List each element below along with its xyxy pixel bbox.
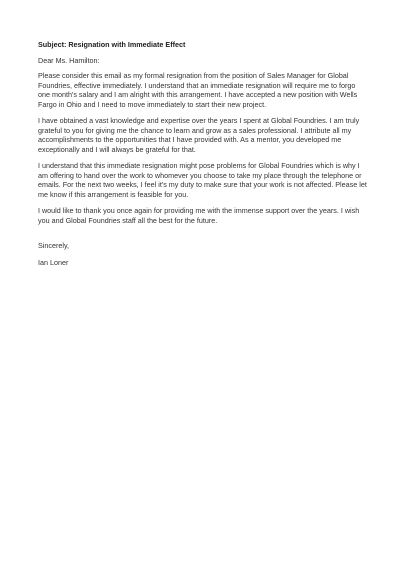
letter-salutation: Dear Ms. Hamilton: <box>38 55 100 65</box>
letter-paragraph-2: I have obtained a vast knowledge and expertise over the years I spent at Global Foundries. I am truly grateful to you for giving me the chance to learn and grow as a sales professional. I attribute all my accomplishments to the opportunities that I have provided with. As a mentor, you developed me exceptionally and I will always be grateful for that. <box>38 116 360 154</box>
letter-signature: Ian Loner <box>38 257 69 267</box>
letter-closing: Sincerely, <box>38 241 70 250</box>
letter-paragraph-4: I would like to thank you once again for providing me with the immense support over the years. I wish you and Global Foundries staff all the best for the future. <box>38 206 360 225</box>
resignation-letter <box>38 40 368 267</box>
letter-paragraph-3: I understand that this immediate resignation might pose problems for Global Foundries which is why I am offering to hand over the work to whomever you choose to take my place through the telephone or emails. For the next two weeks, I feel it's my duty to make sure that your work is not affected. Please let me know if this arrangement is feasible for you. <box>38 161 367 199</box>
letter-paragraph-1: Please consider this email as my formal resignation from the position of Sales Manager for Global Foundries, effective immediately. I understand that an immediate resignation will require me to forgo one month's salary and I am alright with this arrangement. I have accepted a new position with Wells Fargo in Ohio and I need to move immediately to start their new project. <box>38 71 358 109</box>
letter-subject: Subject: Resignation with Immediate Effect <box>38 40 186 49</box>
